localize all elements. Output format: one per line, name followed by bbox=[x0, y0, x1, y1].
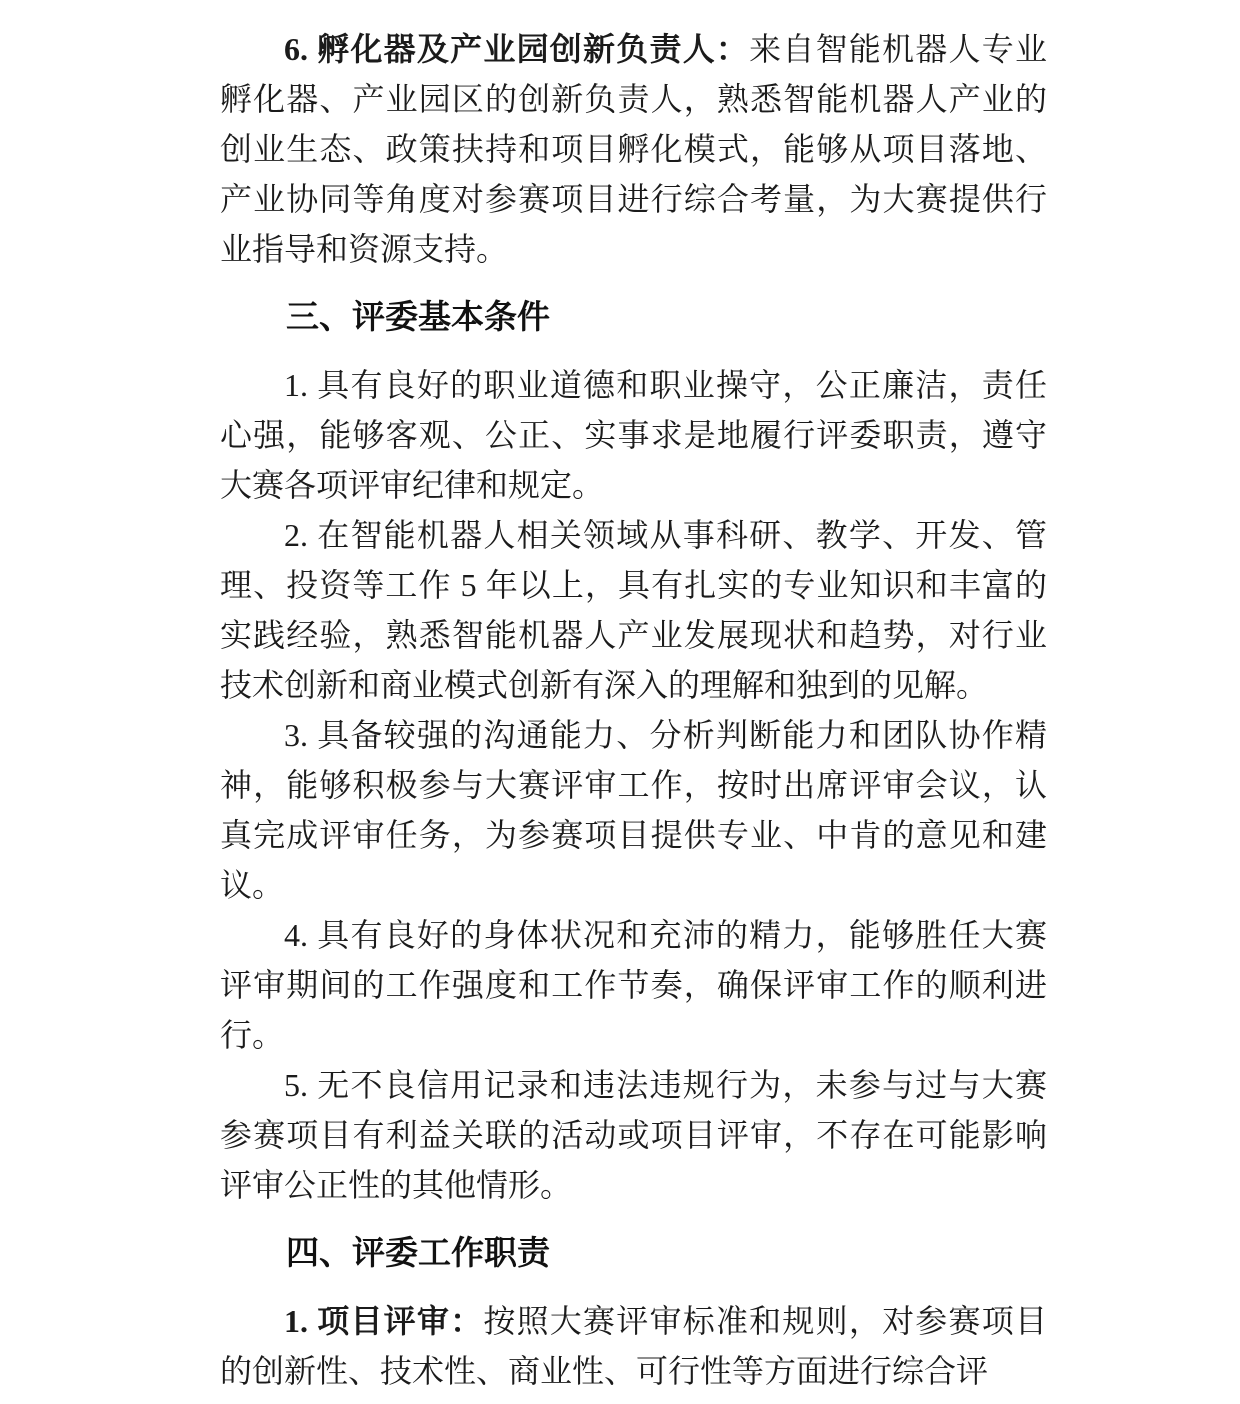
paragraph: 4. 具有良好的身体状况和充沛的精力，能够胜任大赛评审期间的工作强度和工作节奏，确保评审工作的顺利进行。 bbox=[220, 917, 1047, 1053]
document-body bbox=[220, 24, 1047, 1396]
paragraph: 3. 具备较强的沟通能力、分析判断能力和团队协作精神，能够积极参与大赛评审工作，按时出席评审会议，认真完成评审任务，为参赛项目提供专业、中肯的意见和建议。 bbox=[220, 717, 1047, 903]
paragraph: 6. 孵化器及产业园创新负责人：来自智能机器人专业孵化器、产业园区的创新负责人，熟悉智能机器人产业的创业生态、政策扶持和项目孵化模式，能够从项目落地、产业协同等角度对参赛项目进行综合考量，为大赛提供行业指导和资源支持。 bbox=[220, 31, 1047, 267]
paragraph: 1. 具有良好的职业道德和职业操守，公正廉洁，责任心强，能够客观、公正、实事求是地履行评委职责，遵守大赛各项评审纪律和规定。 bbox=[220, 367, 1047, 503]
section-heading: 四、评委工作职责 bbox=[286, 1234, 550, 1271]
paragraph: 2. 在智能机器人相关领域从事科研、教学、开发、管理、投资等工作 5 年以上，具有扎实的专业知识和丰富的实践经验，熟悉智能机器人产业发展现状和趋势，对行业技术创新和商业模式创新有深入的理解和独到的见解。 bbox=[220, 517, 1047, 703]
paragraph: 5. 无不良信用记录和违法违规行为，未参与过与大赛参赛项目有利益关联的活动或项目评审，不存在可能影响评审公正性的其他情形。 bbox=[220, 1067, 1047, 1203]
section-heading: 三、评委基本条件 bbox=[286, 298, 550, 335]
paragraph-lead-bold: 1. 项目评审： bbox=[284, 1303, 484, 1339]
paragraph-lead-bold: 6. 孵化器及产业园创新负责人： bbox=[284, 31, 750, 67]
paragraph: 1. 项目评审：按照大赛评审标准和规则，对参赛项目的创新性、技术性、商业性、可行性等方面进行综合评 bbox=[220, 1303, 1047, 1389]
